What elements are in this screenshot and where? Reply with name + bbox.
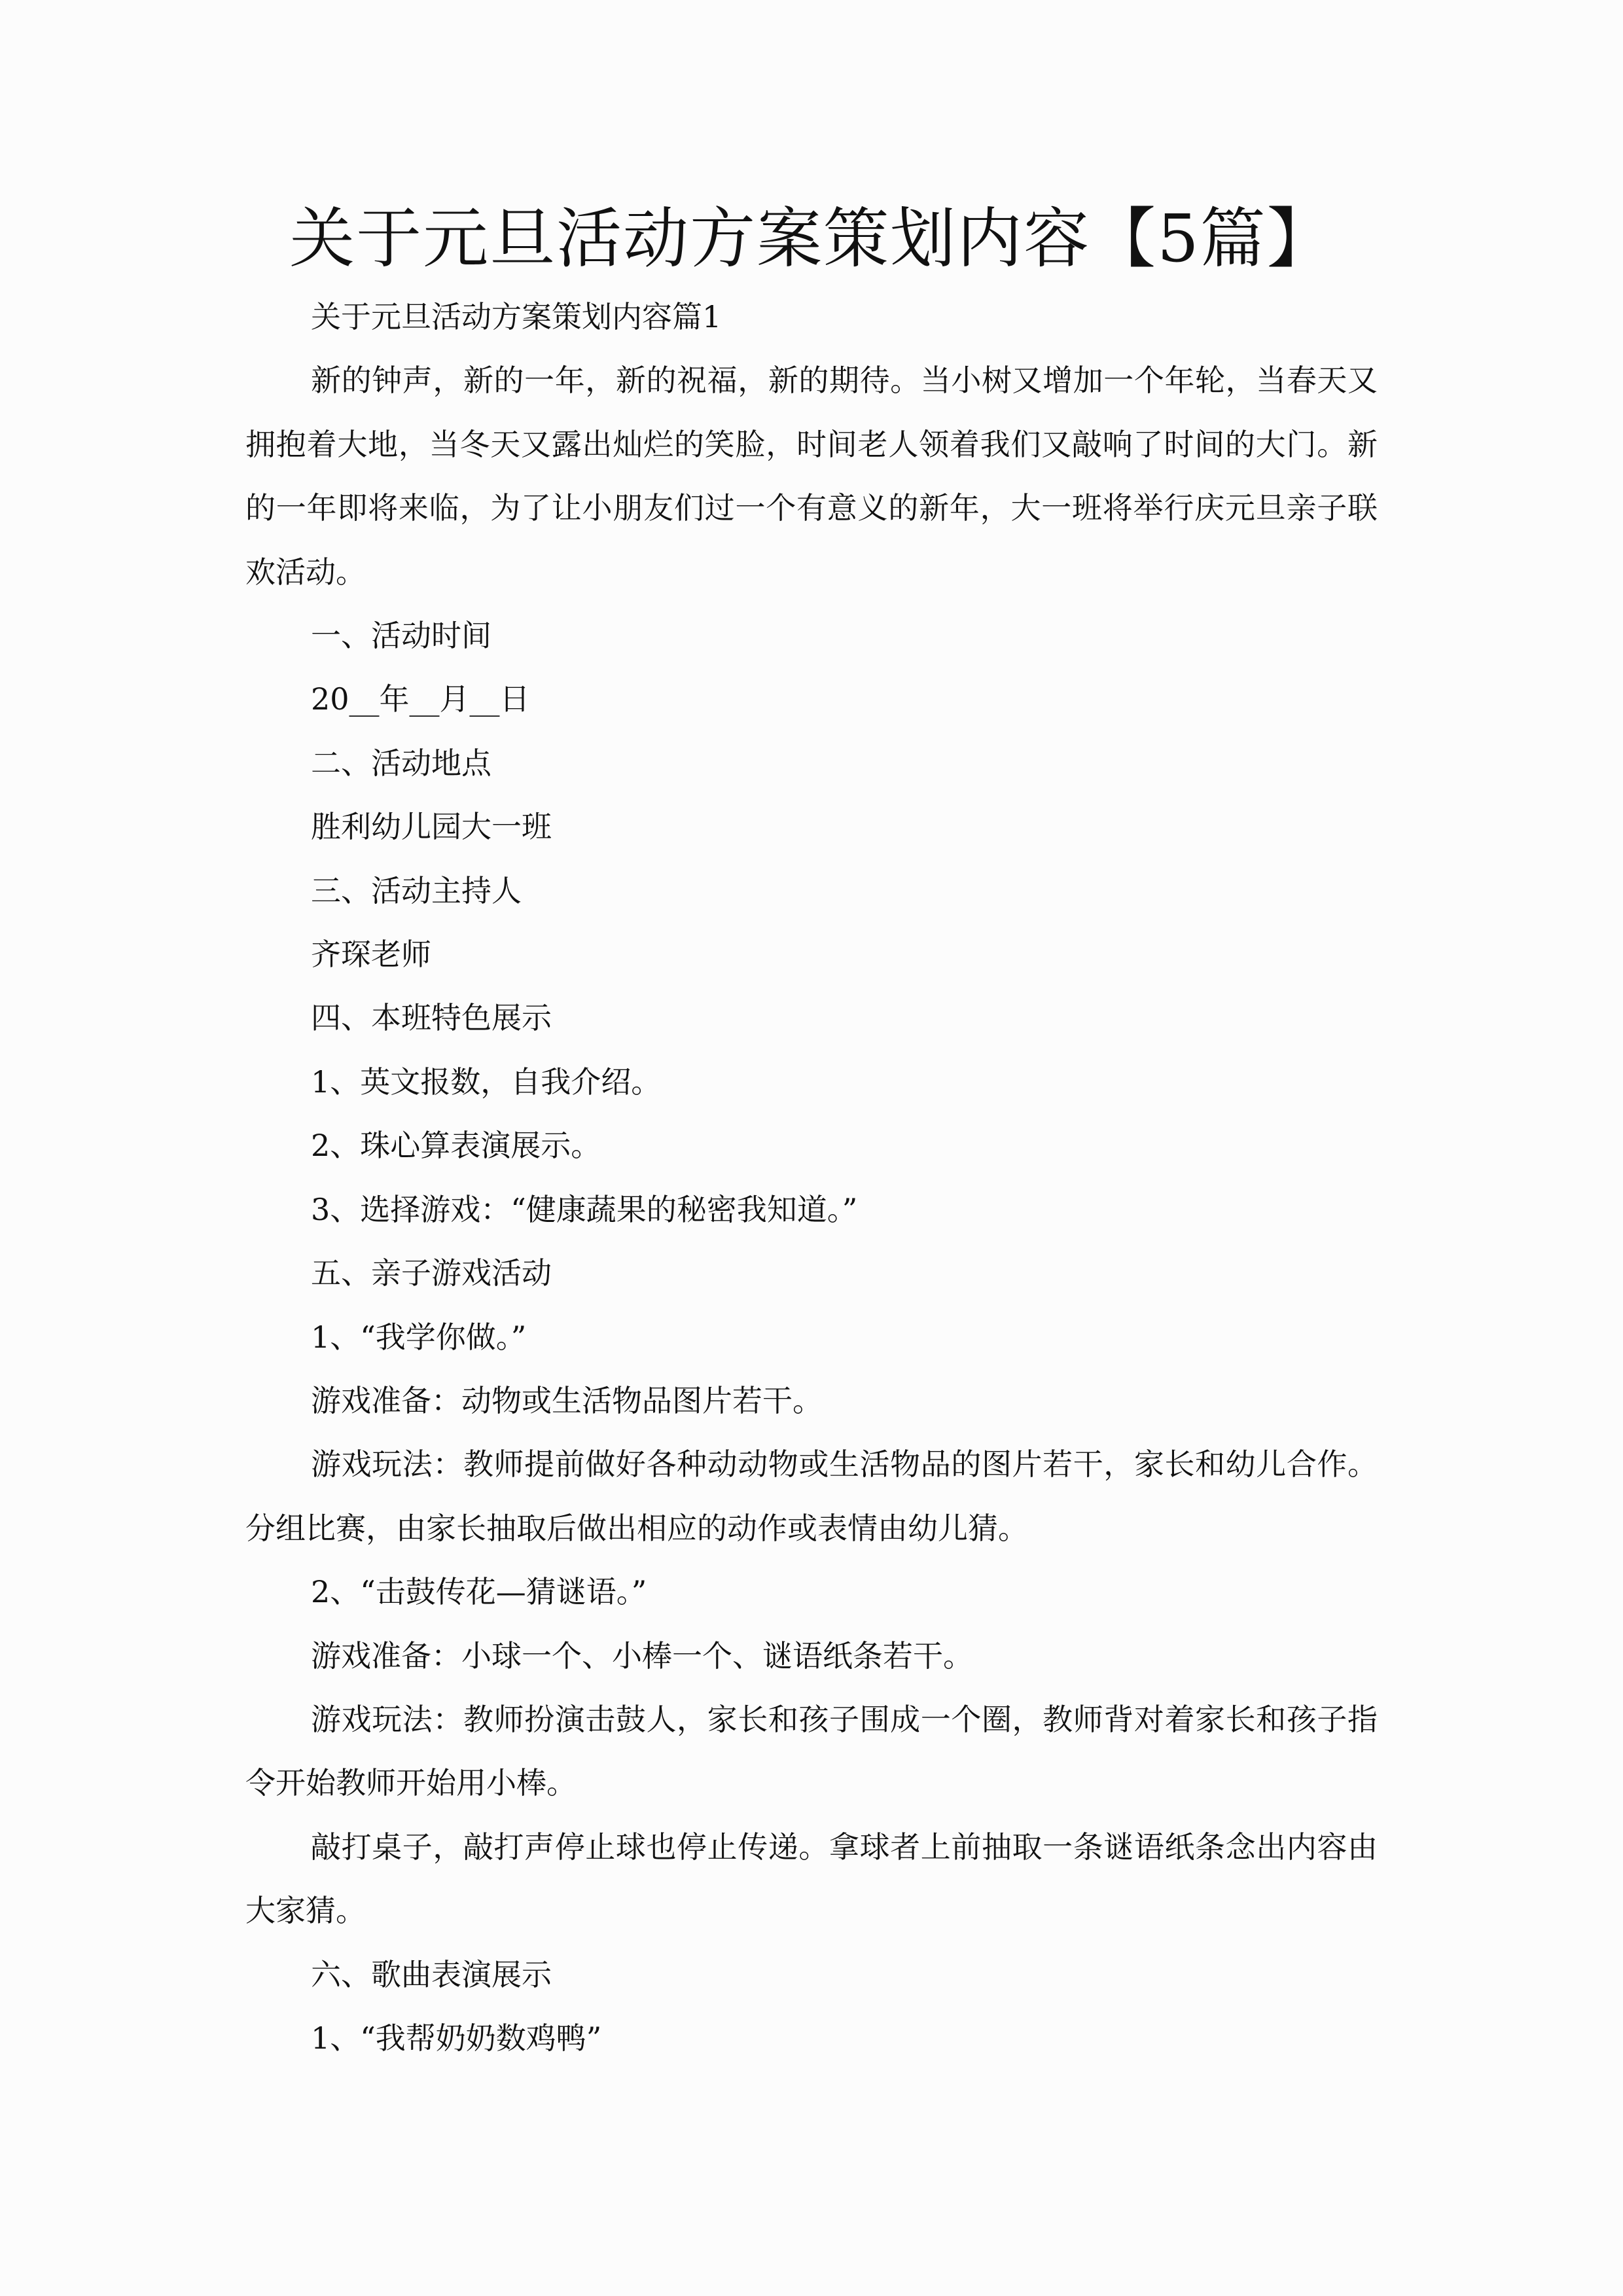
document-title: 关于元旦活动方案策划内容【5篇】: [289, 200, 1334, 277]
section-heading: 四、本班特色展示: [311, 1000, 552, 1036]
paragraph: 敲打桌子，敲打声停止球也停止传递。拿球者上前抽取一条谜语纸条念出内容由大家猜。: [245, 1829, 1378, 1929]
section-heading: 三、活动主持人: [311, 872, 522, 908]
paragraph: 游戏玩法：教师扮演击鼓人，家长和孩子围成一个圈，教师背对着家长和孩子指令开始教师开始用小棒。: [245, 1701, 1378, 1801]
paragraph: 游戏准备：动物或生活物品图片若干。: [311, 1382, 823, 1418]
list-item: 2、“击鼓传花—猜谜语。”: [311, 1574, 647, 1610]
paragraph: 胜利幼儿园大一班: [311, 809, 552, 845]
paragraph: 游戏准备：小球一个、小棒一个、谜语纸条若干。: [311, 1638, 973, 1674]
paragraph: 游戏玩法：教师提前做好各种动动物或生活物品的图片若干，家长和幼儿合作。分组比赛，由家长抽取后做出相应的动作或表情由幼儿猜。: [245, 1446, 1378, 1546]
section-heading: 关于元旦活动方案策划内容篇1: [311, 299, 722, 334]
section-heading: 二、活动地点: [311, 745, 491, 781]
section-heading: 五、亲子游戏活动: [311, 1255, 552, 1291]
list-item: 1、英文报数，自我介绍。: [311, 1064, 662, 1100]
list-item: 3、选择游戏：“健康蔬果的秘密我知道。”: [311, 1191, 858, 1227]
paragraph: 20__年__月__日: [311, 681, 530, 717]
list-item: 1、“我帮奶奶数鸡鸭”: [311, 2020, 602, 2056]
paragraph: 齐琛老师: [311, 937, 431, 973]
document-body: [245, 285, 1378, 2070]
intro-paragraph: 新的钟声，新的一年，新的祝福，新的期待。当小树又增加一个年轮，当春天又拥抱着大地，当冬天又露出灿烂的笑脸，时间老人领着我们又敲响了时间的大门。新的一年即将来临，为了让小朋友们过一个有意义的新年，大一班将举行庆元旦亲子联欢活动。: [245, 363, 1378, 590]
list-item: 1、“我学你做。”: [311, 1319, 527, 1355]
list-item: 2、珠心算表演展示。: [311, 1128, 601, 1164]
section-heading: 一、活动时间: [311, 618, 491, 654]
section-heading: 六、歌曲表演展示: [311, 1956, 552, 1992]
